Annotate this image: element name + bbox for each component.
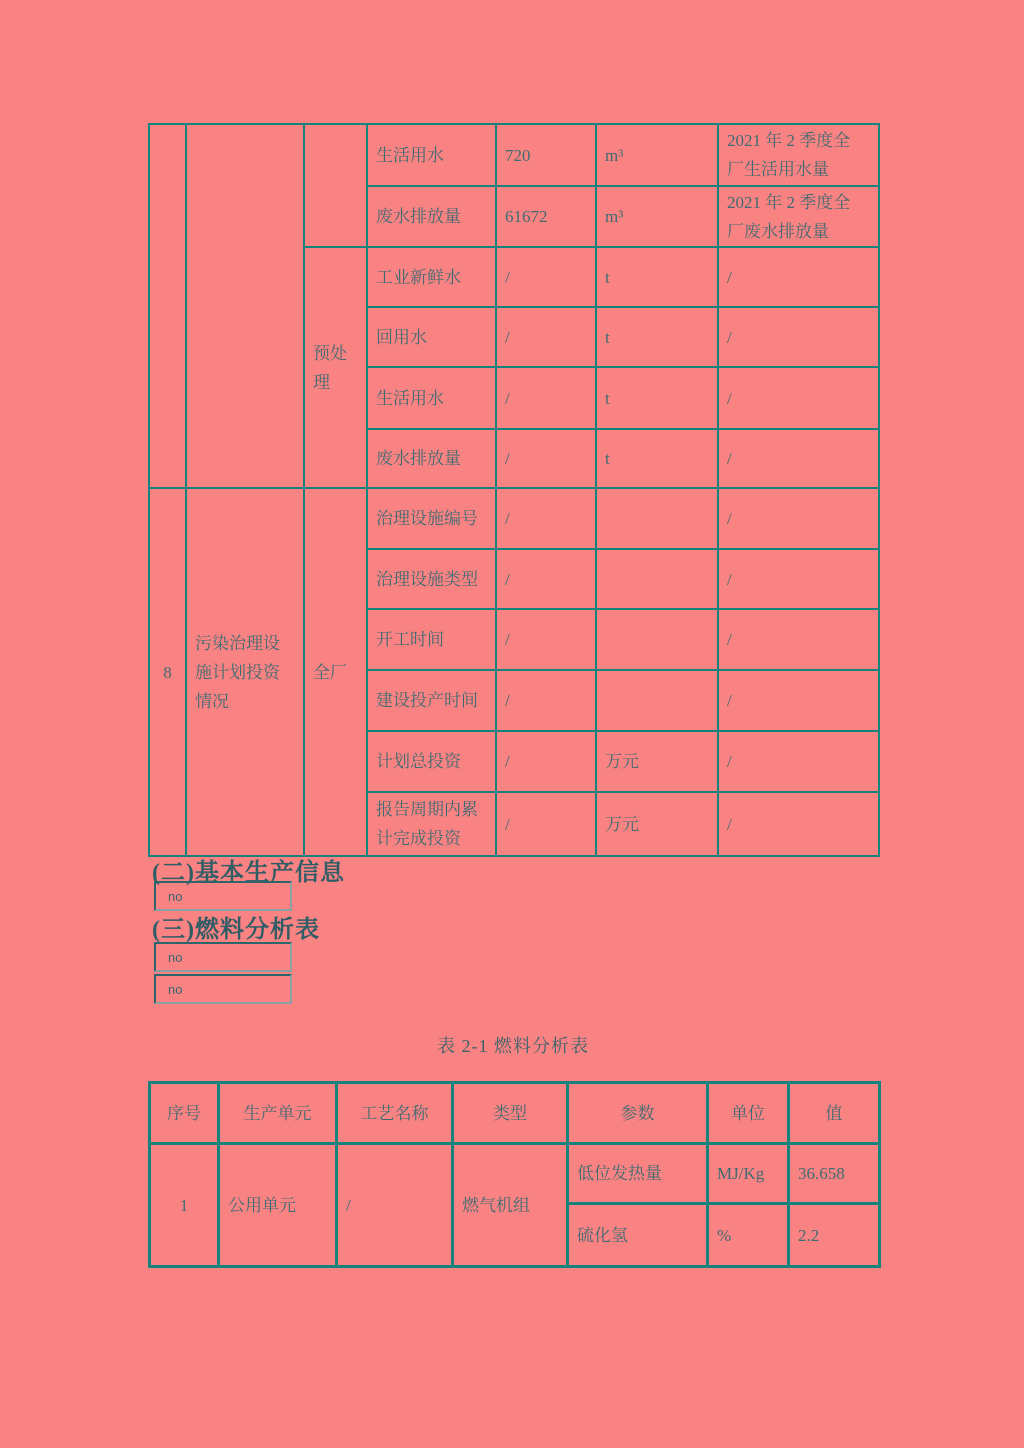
header-cell-parameter: 参数 bbox=[568, 1083, 708, 1144]
value-cell: / bbox=[496, 609, 596, 670]
fuel-analysis-table-title: 表 2-1 燃料分析表 bbox=[437, 1036, 589, 1056]
table-row bbox=[149, 488, 879, 549]
fuel-analysis-table bbox=[148, 1081, 881, 1268]
desc-cell: / bbox=[718, 549, 879, 609]
item-label-cell: 开工时间 bbox=[367, 609, 496, 670]
desc-cell: 2021 年 2 季度全厂废水排放量 bbox=[718, 186, 879, 247]
process-name-cell: / bbox=[337, 1144, 453, 1267]
category-cell-empty bbox=[186, 124, 304, 488]
header-cell-type: 类型 bbox=[453, 1083, 568, 1144]
item-label-cell: 生活用水 bbox=[367, 124, 496, 186]
desc-cell: / bbox=[718, 429, 879, 488]
parameter-cell: 硫化氢 bbox=[568, 1204, 708, 1267]
seq-cell: 1 bbox=[150, 1144, 219, 1267]
fuel-analysis-input-1[interactable] bbox=[154, 942, 292, 972]
item-label-cell: 回用水 bbox=[367, 307, 496, 367]
desc-cell: / bbox=[718, 247, 879, 307]
value-cell: / bbox=[496, 549, 596, 609]
header-cell-production-unit: 生产单元 bbox=[219, 1083, 337, 1144]
item-label-cell: 生活用水 bbox=[367, 367, 496, 429]
unit-cell bbox=[596, 670, 718, 731]
value-cell: / bbox=[496, 792, 596, 856]
header-cell-seq: 序号 bbox=[150, 1083, 219, 1144]
table-row bbox=[150, 1144, 880, 1204]
desc-cell: / bbox=[718, 488, 879, 549]
value-cell: 2.2 bbox=[789, 1204, 880, 1267]
pretreatment-label-cell: 预处理 bbox=[304, 247, 367, 488]
item-label-cell: 计划总投资 bbox=[367, 731, 496, 792]
item-label-cell: 报告周期内累计完成投资 bbox=[367, 792, 496, 856]
unit-cell: % bbox=[708, 1204, 789, 1267]
unit-cell bbox=[596, 488, 718, 549]
type-cell: 燃气机组 bbox=[453, 1144, 568, 1267]
row-number-cell: 8 bbox=[149, 488, 186, 856]
header-cell-process-name: 工艺名称 bbox=[337, 1083, 453, 1144]
value-cell: / bbox=[496, 670, 596, 731]
category-cell: 污染治理设施计划投资情况 bbox=[186, 488, 304, 856]
value-cell: 61672 bbox=[496, 186, 596, 247]
pollution-investment-table bbox=[148, 123, 880, 857]
desc-cell: 2021 年 2 季度全厂生活用水量 bbox=[718, 124, 879, 186]
subcategory-cell-empty bbox=[304, 124, 367, 247]
value-cell: 36.658 bbox=[789, 1144, 880, 1204]
desc-cell: / bbox=[718, 609, 879, 670]
item-label-cell: 治理设施类型 bbox=[367, 549, 496, 609]
unit-cell: t bbox=[596, 247, 718, 307]
parameter-cell: 低位发热量 bbox=[568, 1144, 708, 1204]
value-cell: / bbox=[496, 367, 596, 429]
item-label-cell: 治理设施编号 bbox=[367, 488, 496, 549]
unit-cell bbox=[596, 609, 718, 670]
scope-cell: 全厂 bbox=[304, 488, 367, 856]
value-cell: / bbox=[496, 488, 596, 549]
unit-cell: t bbox=[596, 429, 718, 488]
fuel-analysis-input-2[interactable] bbox=[154, 974, 292, 1004]
value-cell: / bbox=[496, 307, 596, 367]
item-label-cell: 废水排放量 bbox=[367, 429, 496, 488]
unit-cell: m³ bbox=[596, 124, 718, 186]
desc-cell: / bbox=[718, 670, 879, 731]
unit-cell: t bbox=[596, 307, 718, 367]
item-label-cell: 工业新鲜水 bbox=[367, 247, 496, 307]
value-cell: / bbox=[496, 247, 596, 307]
row-number-cell-empty bbox=[149, 124, 186, 488]
desc-cell: / bbox=[718, 792, 879, 856]
header-cell-unit: 单位 bbox=[708, 1083, 789, 1144]
header-cell-value: 值 bbox=[789, 1083, 880, 1144]
item-label-cell: 建设投产时间 bbox=[367, 670, 496, 731]
section-title-fuel-analysis: (三)燃料分析表 bbox=[152, 917, 320, 943]
desc-cell: / bbox=[718, 367, 879, 429]
unit-cell: t bbox=[596, 367, 718, 429]
unit-cell bbox=[596, 549, 718, 609]
section-title-basic-production-info: (二)基本生产信息 bbox=[152, 860, 345, 886]
unit-cell: 万元 bbox=[596, 731, 718, 792]
basic-production-info-input[interactable] bbox=[154, 881, 292, 911]
table-header-row bbox=[150, 1083, 880, 1144]
item-label-cell: 废水排放量 bbox=[367, 186, 496, 247]
unit-cell: m³ bbox=[596, 186, 718, 247]
value-cell: / bbox=[496, 731, 596, 792]
production-unit-cell: 公用单元 bbox=[219, 1144, 337, 1267]
unit-cell: 万元 bbox=[596, 792, 718, 856]
unit-cell: MJ/Kg bbox=[708, 1144, 789, 1204]
desc-cell: / bbox=[718, 731, 879, 792]
table-row bbox=[149, 124, 879, 186]
value-cell: 720 bbox=[496, 124, 596, 186]
value-cell: / bbox=[496, 429, 596, 488]
desc-cell: / bbox=[718, 307, 879, 367]
